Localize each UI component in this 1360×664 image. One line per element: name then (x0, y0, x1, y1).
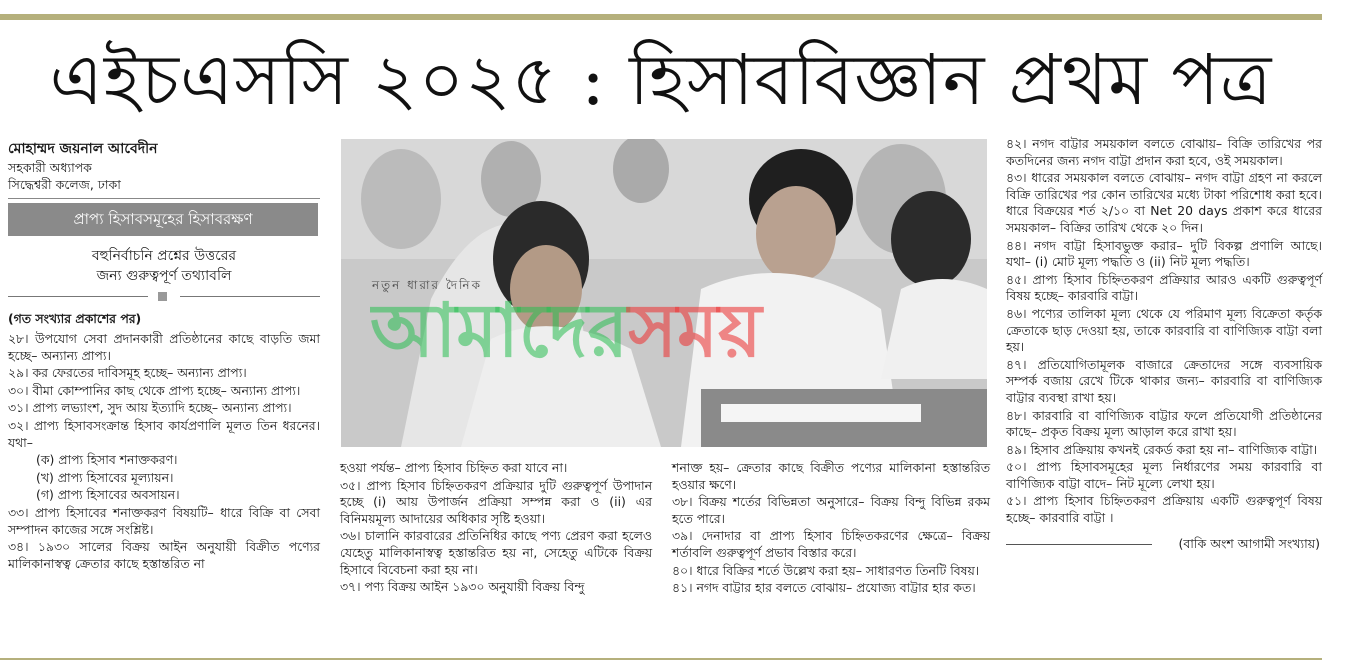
bottom-rule (0, 658, 1322, 660)
list-item: ৪৯। হিসাব প্রক্রিয়ায় কখনই রেকর্ড করা হয় না– বাণিজ্যিক বাট্টা। (1006, 441, 1318, 457)
list-item: ৪৩। ধারের সময়কাল বলতে বোঝায়– নগদ বাট্টা গ্রহণ না করলে বিক্রি তারিখের পর কোন তারিখের মধ্যে টাকা পরিশোধ করা হবে। ধারে বিক্রয়ের শর্ত ২/১০ বা Net 20 days প্রকাশ করে ধারের সময়কাল– বিক্রির তারিখ থেকে ২০ দিন। (1006, 170, 1322, 235)
list-item: ৫১। প্রাপ্য হিসাব চিহ্নিতকরণ প্রক্রিয়ায় একটি গুরুত্বপূর্ণ বিষয় হচ্ছে– কারবারি বাট্টা । (1006, 493, 1322, 526)
list-item: ৪৭। প্রতিযোগিতামূলক বাজারে ক্রেতাদের সঙ্গে ব্যবসায়িক সম্পর্ক বজায় রেখে টিকে থাকার জন্য– কারবারি বা বাণিজ্যিক বাট্টার ব্যবস্থা রাখা হয়। (1006, 356, 1322, 405)
column-c (672, 460, 990, 598)
sub-heading-line-2: জন্য গুরুত্বপূর্ণ তথ্যাবলি (96, 268, 232, 284)
list-item: ৩১। প্রাপ্য লভ্যাংশ, সুদ আয় ইত্যাদি হচ্ছে– অন্যান্য প্রাপ্য। (8, 400, 292, 416)
sub-heading-line-1: বহুনির্বাচনি প্রশ্নের উত্তরের (91, 248, 237, 264)
author-institution: সিদ্ধেশ্বরী কলেজ, ঢাকা (8, 177, 121, 192)
closing-note: (বাকি অংশ আগামী সংখ্যায়) (1178, 535, 1320, 551)
list-item: ৪৬। পণ্যের তালিকা মূল্য থেকে যে পরিমাণ মূল্য বিক্রেতা কর্তৃক ক্রেতাকে ছাড় দেওয়া হয়, তাকে কারবারি বা বাণিজ্যিক বাট্টা বলা হয়। (1006, 305, 1322, 355)
list-item: ৩৯। দেনাদার বা প্রাপ্য হিসাব চিহ্নিতকরণের ক্ষেত্রে– বিক্রয় শর্তাবলি গুরুত্বপূর্ণ প্রভাব বিস্তার করে। (672, 528, 990, 560)
separator-line-left (8, 296, 148, 297)
watermark-logo (370, 286, 990, 376)
separator-line-right (180, 296, 320, 297)
list-item: ৩৮। বিক্রয় শর্তের বিভিন্নতা অনুসারে– বিক্রয় বিন্দু বিভিন্ন রকম হতে পারে। (672, 494, 990, 526)
list-item: ৪১। নগদ বাট্টার হার বলতে বোঝায়– প্রযোজ্য বাট্টার হার কত। (672, 580, 976, 596)
watermark-part-2: সময় (628, 288, 762, 374)
list-item: ৩৫। প্রাপ্য হিসাব চিহ্নিতকরণ প্রক্রিয়ার দুটি গুরুত্বপূর্ণ উপাদান হচ্ছে (i) আয় উপার্জন প্রক্রিয়া সম্পন্ন করা ও (ii) এর বিনিময়মূল্য আদায়ের অধিকার সৃষ্টি হওয়া। (340, 477, 652, 526)
list-item: শনাক্ত হয়– ক্রেতার কাছে বিক্রীত পণ্যের মালিকানা হস্তান্তরিত হওয়ার ক্ষণে। (672, 460, 990, 492)
closing-note-row (1006, 535, 1322, 555)
previous-issue-note: (গত সংখ্যার প্রকাশের পর) (8, 311, 142, 326)
list-item: ৫০। প্রাপ্য হিসাবসমূহের মূল্য নির্ধারণের সময় কারবারি বা বাণিজ্যিক বাট্টা বাদে– নিট মূল্যে লেখা হয়। (1006, 459, 1322, 491)
list-item: ২৯। কর ফেরতের দাবিসমূহ হচ্ছে– অন্যান্য প্রাপ্য। (8, 365, 247, 381)
sub-list-item: (গ) প্রাপ্য হিসাবের অবসায়ন। (36, 487, 180, 503)
list-item: ৩৭। পণ্য বিক্রয় আইন ১৯৩০ অনুযায়ী বিক্রয় বিন্দু (340, 579, 585, 595)
column-b (340, 460, 652, 597)
list-item: ৩৪। ১৯৩০ সালের বিক্রয় আইন অনুযায়ী বিক্রীত পণ্যের মালিকানাস্বত্ব ক্রেতার কাছে হস্তান্তরিত না (8, 539, 320, 571)
list-item: ২৮। উপযোগ সেবা প্রদানকারী প্রতিষ্ঠানের কাছে বাড়তি জমা হচ্ছে– অন্যান্য প্রাপ্য। (8, 331, 320, 363)
sub-list-item: (ক) প্রাপ্য হিসাব শনাক্তকরণ। (36, 452, 178, 468)
list-item: হওয়া পর্যন্ত– প্রাপ্য হিসাব চিহ্নিত করা যাবে না। (340, 460, 568, 475)
list-item: ৪৪। নগদ বাট্টা হিসাবভুক্ত করার– দুটি বিকল্প প্রণালি আছে। যথা– (i) মোট মূল্য পদ্ধতি ও (ii) নিট মূল্য পদ্ধতি। (1006, 237, 1322, 270)
author-name: মোহাম্মদ জয়নাল আবেদীন (8, 141, 158, 157)
column-d (1006, 136, 1322, 555)
separator-square-icon (158, 292, 167, 301)
watermark-part-1: আমাদের (370, 288, 629, 374)
author-divider (8, 198, 320, 199)
list-item: ৪২। নগদ বাট্টার সময়কাল বলতে বোঝায়– বিক্রি তারিখের পর কতদিনের জন্য নগদ বাট্টা প্রদান করা হবে, ওই সময়কাল। (1006, 136, 1322, 168)
list-item: ৩২। প্রাপ্য হিসাবসংক্রান্ত হিসাব কার্যপ্রণালি মূলত তিন ধরনের। যথা– (8, 417, 320, 450)
page-headline: এইচএসসি ২০২৫ : হিসাববিজ্ঞান প্রথম পত্র (49, 39, 1273, 121)
list-item: ৩০। বীমা কোম্পানির কাছ থেকে প্রাপ্য হচ্ছে– অন্যান্য প্রাপ্য। (8, 382, 301, 398)
ornament-separator (8, 290, 320, 304)
top-rule (0, 14, 1322, 20)
list-item: ৪০। ধারে বিক্রির শর্তে উল্লেখ করা হয়– সাধারণত তিনটি বিষয়। (672, 562, 980, 578)
closing-rule (1006, 544, 1152, 545)
sub-list-item: (খ) প্রাপ্য হিসাবের মূল্যায়ন। (36, 469, 174, 485)
author-designation: সহকারী অধ্যাপক (8, 160, 92, 175)
list-item: ৪৫। প্রাপ্য হিসাব চিহ্নিতকরণ প্রক্রিয়ার আরও একটি গুরুত্বপূর্ণ বিষয় হচ্ছে– কারবারি বাট্টা। (1006, 271, 1322, 304)
list-item: ৪৮। কারবারি বা বাণিজ্যিক বাট্টার ফলে প্রতিযোগী প্রতিষ্ঠানের কাছে– প্রকৃত বিক্রয় মূল্য আড়াল করে রাখা হয়। (1006, 407, 1322, 440)
sub-heading (8, 246, 320, 286)
section-title: প্রাপ্য হিসাবসমূহের হিসাবরক্ষণ (8, 203, 318, 236)
watermark-tagline: নতুন ধারার দৈনিক (372, 278, 482, 292)
column-a (8, 140, 320, 573)
list-item: ৩৩। প্রাপ্য হিসাবের শনাক্তকরণ বিষয়টি– ধারে বিক্রি বা সেবা সম্পাদন কাজের সঙ্গে সংশ্লিষ্ট। (8, 504, 320, 537)
list-item: ৩৬। চালানি কারবারের প্রতিনিধির কাছে পণ্য প্রেরণ করা হলেও যেহেতু মালিকানাস্বত্ব হস্তান্তরিত হয় না, সেহেতু এটিকে বিক্রয় হিসাবে বিবেচনা করা হয় না। (340, 528, 652, 577)
